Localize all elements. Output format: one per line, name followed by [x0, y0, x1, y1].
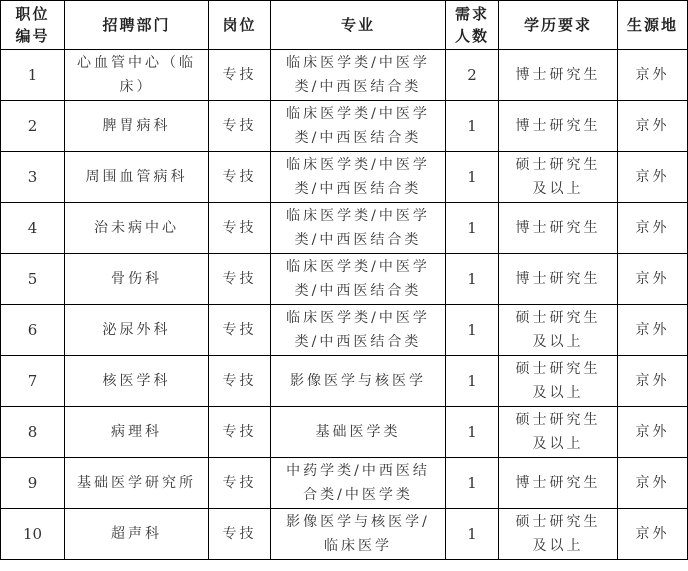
header-count — [446, 1, 499, 50]
post-cell: 专技 — [209, 152, 271, 203]
header-text: 岗位 — [222, 16, 257, 34]
count-cell: 1 — [446, 356, 499, 407]
major-cell — [271, 458, 446, 509]
major-text: 基础医学类 — [315, 424, 401, 440]
education-text: 硕士研究生 — [515, 514, 601, 530]
origin-cell: 京外 — [618, 305, 688, 356]
position-id-cell: 5 — [1, 254, 65, 305]
department-cell — [65, 152, 209, 203]
major-text: 临床医学类/中医学 — [286, 259, 430, 275]
department-cell — [65, 101, 209, 152]
department-text: 核医学科 — [102, 373, 171, 389]
post-cell: 专技 — [209, 509, 271, 560]
table-row — [1, 458, 688, 509]
header-major — [271, 1, 446, 50]
education-cell — [499, 101, 618, 152]
major-text: 类/中西医结合类 — [294, 232, 422, 248]
header-text: 人数 — [454, 27, 489, 45]
education-cell — [499, 356, 618, 407]
major-text: 类/中西医结合类 — [294, 283, 422, 299]
education-text: 硕士研究生 — [515, 412, 601, 428]
origin-cell: 京外 — [618, 458, 688, 509]
major-text: 类/中西医结合类 — [294, 130, 422, 146]
education-text: 博士研究生 — [515, 67, 601, 83]
department-cell — [65, 407, 209, 458]
education-cell — [499, 152, 618, 203]
origin-cell: 京外 — [618, 50, 688, 101]
major-cell — [271, 305, 446, 356]
major-text: 临床医学类/中医学 — [286, 310, 430, 326]
count-cell: 1 — [446, 101, 499, 152]
education-cell — [499, 254, 618, 305]
header-text: 招聘部门 — [102, 16, 171, 34]
department-cell — [65, 305, 209, 356]
major-text: 合类/中医学类 — [303, 487, 413, 503]
header-position-id — [1, 1, 65, 50]
department-cell — [65, 509, 209, 560]
header-text: 学历要求 — [523, 16, 592, 34]
post-cell: 专技 — [209, 101, 271, 152]
position-id-cell: 7 — [1, 356, 65, 407]
table-row — [1, 101, 688, 152]
count-cell: 1 — [446, 458, 499, 509]
position-id-cell: 6 — [1, 305, 65, 356]
origin-cell: 京外 — [618, 101, 688, 152]
department-text: 泌尿外科 — [102, 322, 171, 338]
department-text: 床） — [119, 79, 154, 95]
major-text: 类/中西医结合类 — [294, 79, 422, 95]
department-text: 心血管中心（临 — [77, 55, 196, 71]
origin-cell: 京外 — [618, 407, 688, 458]
table-row — [1, 356, 688, 407]
origin-cell: 京外 — [618, 152, 688, 203]
header-row — [1, 1, 688, 50]
count-cell: 1 — [446, 254, 499, 305]
department-cell — [65, 50, 209, 101]
education-text: 及以上 — [532, 436, 584, 452]
post-cell: 专技 — [209, 203, 271, 254]
origin-cell: 京外 — [618, 254, 688, 305]
post-cell: 专技 — [209, 356, 271, 407]
major-text: 类/中西医结合类 — [294, 334, 422, 350]
count-cell: 1 — [446, 407, 499, 458]
education-cell — [499, 509, 618, 560]
header-origin — [618, 1, 688, 50]
major-cell — [271, 152, 446, 203]
origin-cell: 京外 — [618, 509, 688, 560]
table-row — [1, 305, 688, 356]
major-text: 影像医学与核医学 — [290, 373, 426, 389]
header-text: 职位 — [15, 5, 50, 23]
major-text: 中药学类/中西医结 — [286, 463, 430, 479]
count-cell: 1 — [446, 152, 499, 203]
table-row — [1, 203, 688, 254]
major-cell — [271, 356, 446, 407]
department-text: 基础医学研究所 — [77, 475, 196, 491]
department-text: 脾胃病科 — [102, 118, 171, 134]
major-text: 影像医学与核医学/ — [286, 514, 430, 530]
education-cell — [499, 203, 618, 254]
table-row — [1, 407, 688, 458]
post-cell: 专技 — [209, 305, 271, 356]
origin-cell: 京外 — [618, 203, 688, 254]
department-text: 病理科 — [111, 424, 162, 440]
post-cell: 专技 — [209, 458, 271, 509]
header-text: 需求 — [454, 5, 489, 23]
major-text: 临床医学类/中医学 — [286, 157, 430, 173]
post-cell: 专技 — [209, 50, 271, 101]
major-text: 临床医学 — [324, 538, 392, 554]
header-text: 专业 — [340, 16, 375, 34]
major-cell — [271, 509, 446, 560]
count-cell: 1 — [446, 305, 499, 356]
education-text: 及以上 — [532, 334, 584, 350]
education-text: 博士研究生 — [515, 220, 601, 236]
department-text: 周围血管病科 — [85, 169, 188, 185]
department-cell — [65, 458, 209, 509]
major-text: 临床医学类/中医学 — [286, 208, 430, 224]
table-row — [1, 509, 688, 560]
header-education — [499, 1, 618, 50]
table-row — [1, 50, 688, 101]
education-text: 及以上 — [532, 538, 584, 554]
post-cell: 专技 — [209, 254, 271, 305]
major-cell — [271, 254, 446, 305]
position-id-cell: 9 — [1, 458, 65, 509]
major-text: 临床医学类/中医学 — [286, 106, 430, 122]
education-text: 硕士研究生 — [515, 310, 601, 326]
count-cell: 2 — [446, 50, 499, 101]
education-cell — [499, 407, 618, 458]
major-text: 类/中西医结合类 — [294, 181, 422, 197]
education-text: 硕士研究生 — [515, 157, 601, 173]
major-cell — [271, 50, 446, 101]
header-text: 编号 — [15, 27, 50, 45]
count-cell: 1 — [446, 509, 499, 560]
header-department — [65, 1, 209, 50]
education-text: 博士研究生 — [515, 118, 601, 134]
education-text: 及以上 — [532, 181, 584, 197]
major-cell — [271, 101, 446, 152]
position-id-cell: 8 — [1, 407, 65, 458]
position-id-cell: 2 — [1, 101, 65, 152]
department-cell — [65, 203, 209, 254]
department-text: 骨伤科 — [111, 271, 162, 287]
education-cell — [499, 50, 618, 101]
post-cell: 专技 — [209, 407, 271, 458]
position-id-cell: 10 — [1, 509, 65, 560]
position-id-cell: 1 — [1, 50, 65, 101]
header-post — [209, 1, 271, 50]
education-text: 博士研究生 — [515, 271, 601, 287]
department-cell — [65, 356, 209, 407]
table-row — [1, 254, 688, 305]
header-text: 生源地 — [626, 16, 678, 34]
position-id-cell: 4 — [1, 203, 65, 254]
major-cell — [271, 203, 446, 254]
count-cell: 1 — [446, 203, 499, 254]
position-id-cell: 3 — [1, 152, 65, 203]
table-row — [1, 152, 688, 203]
department-text: 治未病中心 — [94, 220, 179, 236]
origin-cell: 京外 — [618, 356, 688, 407]
major-text: 临床医学类/中医学 — [286, 55, 430, 71]
major-cell — [271, 407, 446, 458]
education-text: 及以上 — [532, 385, 584, 401]
department-cell — [65, 254, 209, 305]
education-cell — [499, 458, 618, 509]
education-text: 硕士研究生 — [515, 361, 601, 377]
education-text: 博士研究生 — [515, 475, 601, 491]
education-cell — [499, 305, 618, 356]
department-text: 超声科 — [111, 526, 162, 542]
